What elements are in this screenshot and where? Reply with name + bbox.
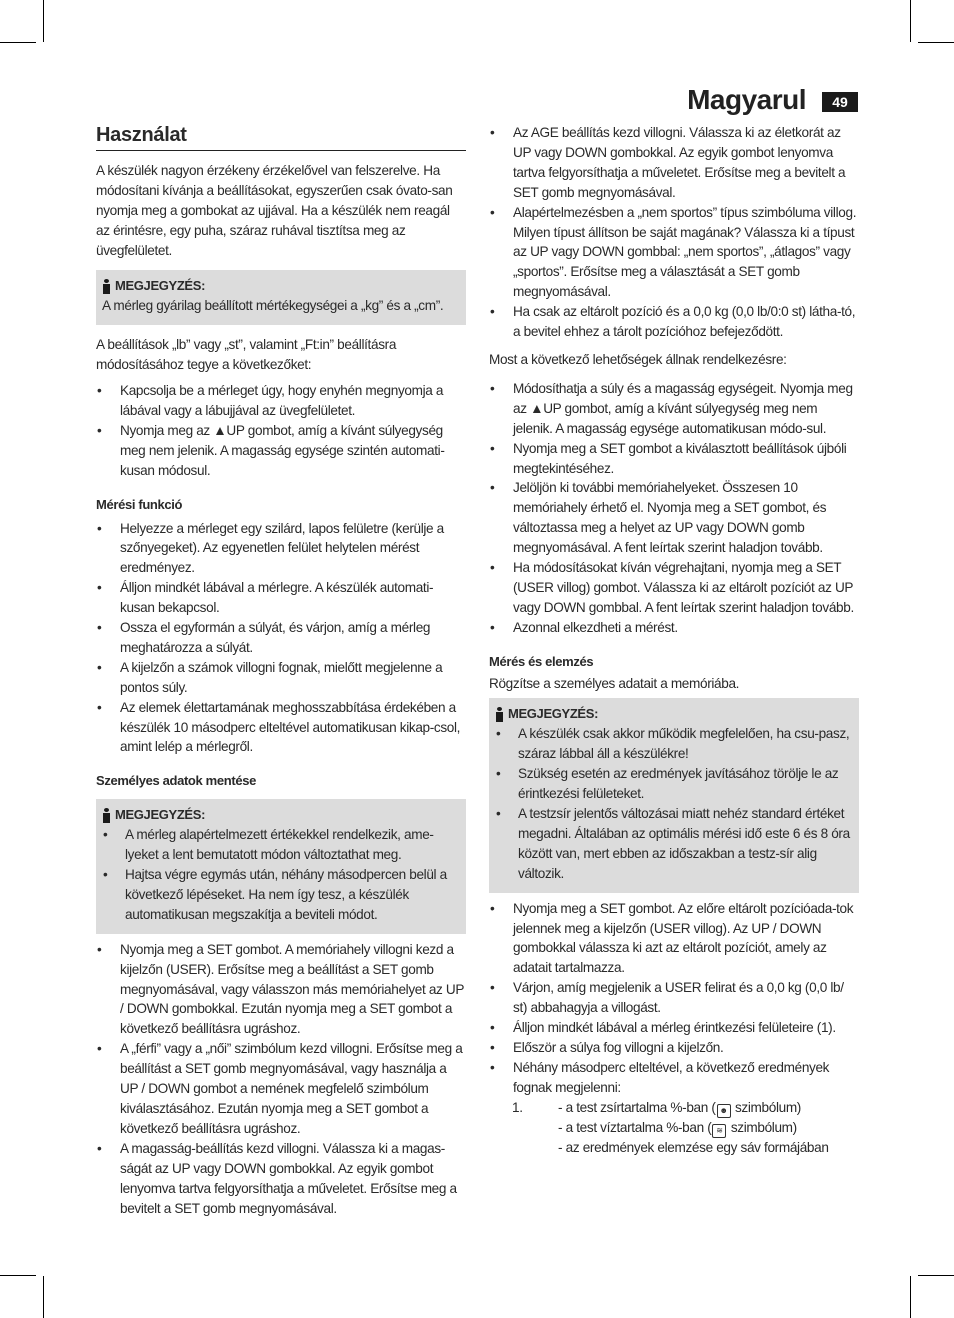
note-label: MEGJEGYZÉS: [508,706,599,722]
options-intro: Most a következő lehetőségek állnak rendelkezésre: [489,351,787,367]
list-item-text: Nyomja meg a SET gombot a kiválasztott beállítások újbóli megtekintéséhez. [513,440,847,476]
list-item: • Álljon mindkét lábával a mérleg érintkezési felületeire (1). [490,1020,836,1036]
page-number-badge: 49 [822,92,858,112]
page-language-title: Magyarul [687,84,806,115]
info-icon [495,707,504,722]
list-item-text: Jelöljön ki további memóriahelyeket. Összesen 10 memóriahely érhető el. Nyomja meg a SET gombot, és változtassa meg a helyet az UP vagy DOWN gomb megnyomásával. A fent leírtak szerint haladjon tovább. [513,480,827,556]
list-item: • Módosíthatja a súly és a magasság egységeit. Nyomja meg az ▲UP gombot, amíg a kívánt súlyegység meg nem jelenik. A magasság egysége automatikusan módo-sul. [490,380,853,436]
note-list [495,724,853,883]
analysis-intro: Rögzítse a személyes adatait a memóriába. [489,675,740,691]
note-heading [102,805,460,825]
note-text: A mérleg gyárilag beállított mértékegységei a „kg” és a „cm”. [102,298,444,314]
result-text: szimbólum) [731,1099,801,1115]
note-label: MEGJEGYZÉS: [115,278,206,294]
setup-list [489,123,859,342]
list-item: • Az AGE beállítás kezd villogni. Válassza ki az életkorát az UP vagy DOWN gombokkal. Az egyik gombot lenyomva tartva felgyorsíthatja a műveletet. Erősítse meg a bevitelt a SET gomb megnyomásával. [490,125,846,200]
note-heading [102,276,460,296]
list-item: • A „férfi” vagy a „női” szimbólum kezd villogni. Erősítse meg a beállítást a SET gomb megnyomásával, vagy használja a UP / DOWN gombot a nemének megfelelő szimbólum kiválasztásához. Ezután nyomja meg a SET gombot a következő beállításra ugráshoz. [97,1041,463,1136]
analysis-list [489,899,859,1098]
item-number: 1. [512,1099,523,1115]
numbered-item [512,1098,859,1158]
list-item-text: Alapértelmezésben a „nem sportos” típus szimbóluma villog. Milyen típust állítson be saját magának? Válassza ki a típust az UP vagy DOWN gombbal: „nem sportos”, „átlagos” vagy „sportos”. Erősítse meg a választását a SET gomb megnyomásával. [513,204,857,300]
list-item: • Álljon mindkét lábával a mérlegre. A készülék automati-kusan bekapcsol. [97,580,434,616]
list-item-text: Ossza el egyformán a súlyát, és várjon, amíg a mérleg meghatározza a súlyát. [120,620,431,655]
note-label: MEGJEGYZÉS: [115,807,206,823]
crop-mark [0,42,36,43]
units-list [96,381,466,481]
list-item-text: Az elemek élettartamának meghosszabbítása érdekében a készülék 10 másodperc elteltével automatikusan kikap-csol, amint lelép a mérlegről. [120,699,461,755]
note-box [96,799,466,933]
list-item-text: A magasság-beállítás kezd villogni. Válassza ki a magas-ságát az UP vagy DOWN gombokkal. Az egyik gombot lenyomva tartva felgyorsíthatja a műveletet. Erősítse meg a bevitelt a SET gomb megnyomásával. [120,1140,457,1216]
list-item-text: Álljon mindkét lábával a mérlegre. A készülék automati-kusan bekapcsol. [120,580,434,616]
list-item: • Nyomja meg a SET gombot a kiválasztott beállítások újbóli megtekintéséhez. [490,440,847,476]
result-line [558,1118,859,1138]
list-item: • A magasság-beállítás kezd villogni. Válassza ki a magas-ságát az UP vagy DOWN gombokkal. Az egyik gombot lenyomva tartva felgyorsíthatja a műveletet. Erősítse meg a bevitelt a SET gomb megnyomásával. [97,1140,457,1216]
note-heading [495,704,853,724]
body-water-icon: ≋ [712,1124,726,1138]
list-item: • Ossza el egyformán a súlyát, és várjon, amíg a mérleg meghatározza a súlyát. [97,620,431,655]
crop-mark [910,0,911,42]
list-item-text: Ha módosításokat kíván végrehajtani, nyomja meg a SET (USER villog) gombot. Válassza ki az eltárolt pozíciót az UP vagy DOWN gombbal. A fent leírtak szerint haladjon tovább. [513,560,854,615]
list-item: • Az elemek élettartamának meghosszabbítása érdekében a készülék 10 másodperc elteltével automatikusan kikap-csol, amint lelép a mérlegről. [97,699,461,755]
measure-list [96,519,466,758]
list-item: • A mérleg alapértelmezett értékekkel rendelkezik, ame-lyeket a lent bemutatott módon változtathat meg. [103,827,434,863]
personal-list [96,940,466,1219]
list-item: • Szükség esetén az eredmények javításához törölje le az érintkezési felületeket. [496,766,839,802]
list-item-text: A készülék csak akkor működik megfelelően, ha csu-pasz, száraz lábbal áll a készülékre! [518,726,850,762]
list-item: • Azonnal elkezdheti a mérést. [490,619,678,635]
note-box [489,698,859,892]
list-item-text: Helyezze a mérleget egy szilárd, lapos felületre (kerülje a szőnyegeket). Az egyenetlen felület helytelen mérést eredményez. [120,520,444,576]
list-item-text: A testzsír jelentős változásai miatt nehéz standard értéket megadni. Általában az optimális mérési idő este 6 és 8 óra között van, mert ebben az időszakban a testz-sír alig változik. [518,806,850,881]
results-block [512,1098,859,1158]
list-item-text: Azonnal elkezdheti a mérést. [513,619,678,635]
options-list [489,379,859,638]
list-item-text: A kijelzőn a számok villogni fognak, mielőtt megjelenne a pontos súly. [120,659,443,695]
list-item-text: Módosíthatja a súly és a magasság egységeit. Nyomja meg az ▲UP gombot, amíg a kívánt súlyegység meg nem jelenik. A magasság egysége automatikusan módo-sul. [513,380,853,436]
list-item: • A kijelzőn a számok villogni fognak, mielőtt megjelenne a pontos súly. [97,659,443,695]
list-item: • Alapértelmezésben a „nem sportos” típus szimbóluma villog. Milyen típust állítson be saját magának? Válassza ki a típust az UP vagy DOWN gombbal: „nem sportos”, „átlagos” vagy „sportos”. Erősítse meg a választását a SET gomb megnyomásával. [490,204,857,300]
crop-mark [918,42,954,43]
list-item: • Jelöljön ki további memóriahelyeket. Összesen 10 memóriahely érhető el. Nyomja meg a SET gombot, és változtassa meg a helyet az UP vagy DOWN gomb megnyomásával. A fent leírtak szerint haladjon tovább. [490,480,827,556]
list-item-text: Hajtsa végre egymás után, néhány másodpercen belül a következő lépéseket. Ha nem így tesz, a készülék automatikusan megszakítja a beviteli módot. [125,867,447,922]
note-box [96,270,466,325]
list-item: • Nyomja meg a SET gombot. Az előre eltárolt pozícióada-tok jelennek meg a kijelzőn (USER villog). Az UP / DOWN gombokkal válassza ki azt az eltárolt pozíciót, amely az adatait tartalmazza. [490,900,854,976]
list-item: • Várjon, amíg megjelenik a USER felirat és a 0,0 kg (0,0 lb/ st) abbahagyja a villogást. [490,980,844,1016]
list-item: • Nyomja meg az ▲UP gombot, amíg a kívánt súlyegység meg nem jelenik. A magasság egysége szintén automati-kusan módosul. [97,422,445,478]
list-item: • A testzsír jelentős változásai miatt nehéz standard értéket megadni. Általában az optimális mérési idő este 6 és 8 óra között van, mert ebben az időszakban a testz-sír alig változik. [496,806,850,881]
crop-mark [0,1275,36,1276]
list-item: • Ha csak az eltárolt pozíció és a 0,0 kg (0,0 lb/0:0 st) látha-tó, a bevitel ehhez a tárolt pozícióhoz befejeződött. [490,304,856,340]
list-item: • A készülék csak akkor működik megfelelően, ha csu-pasz, száraz lábbal áll a készülékre! [496,726,850,762]
result-line: - az eredmények elemzése egy sáv formájában [558,1139,829,1155]
list-item: • Néhány másodperc elteltével, a következő eredmények fognak megjelenni: [490,1059,830,1095]
section-title: Használat [96,123,466,151]
info-icon [102,279,111,294]
crop-mark [918,1275,954,1276]
info-icon [102,808,111,823]
list-item-text: A „férfi” vagy a „női” szimbólum kezd villogni. Erősítse meg a beállítást a SET gomb megnyomásával, vagy használja a UP / DOWN gombot a nemének megfelelő szimbólum kiválasztásához. Ezután nyomja meg a SET gombot a következő beállításra ugráshoz. [120,1041,463,1136]
subsection-title: Személyes adatok mentése [96,773,256,789]
list-item-text: Először a súlya fog villogni a kijelzőn. [513,1039,724,1055]
list-item: • Kapcsolja be a mérleget úgy, hogy enyhén megnyomja a lábával vagy a lábujjával az üvegfelületet. [97,383,444,418]
crop-mark [43,1276,44,1318]
list-item: • Nyomja meg a SET gombot. A memóriahely villogni kezd a kijelzőn (USER). Erősítse meg a beállítást a SET gomb megnyomásával, vagy válasszon más memóriahelyet az UP / DOWN gombokkal. Ezután nyomja meg a SET gombot a következő beállításra ugráshoz. [97,941,464,1037]
note-list [102,825,460,925]
list-item-text: Nyomja meg a SET gombot. A memóriahely villogni kezd a kijelzőn (USER). Erősítse meg a beállítást a SET gomb megnyomásával, vagy válasszon más memóriahelyet az UP / DOWN gombokkal. Ezután nyomja meg a SET gombot a következő beállításra ugráshoz. [120,941,464,1037]
list-item-text: Az AGE beállítás kezd villogni. Válassza ki az életkorát az UP vagy DOWN gombokkal. Az egyik gombot lenyomva tartva felgyorsíthatja a műveletet. Erősítse meg a bevitelt a SET gomb megnyomásával. [513,125,846,200]
result-line [558,1098,859,1118]
list-item: • Hajtsa végre egymás után, néhány másodpercen belül a következő lépéseket. Ha nem így tesz, a készülék automatikusan megszakítja a beviteli módot. [103,867,447,922]
subsection-title: Mérési funkció [96,496,183,512]
list-item-text: Nyomja meg az ▲UP gombot, amíg a kívánt súlyegység meg nem jelenik. A magasság egysége szintén automati-kusan módosul. [120,422,445,478]
list-item-text: Várjon, amíg megjelenik a USER felirat és a 0,0 kg (0,0 lb/ st) abbahagyja a villogást. [513,980,844,1016]
list-item-text: A mérleg alapértelmezett értékekkel rendelkezik, ame-lyeket a lent bemutatott módon változtathat meg. [125,827,434,863]
list-item-text: Álljon mindkét lábával a mérleg érintkezési felületeire (1). [513,1020,836,1036]
list-item-text: Kapcsolja be a mérleget úgy, hogy enyhén megnyomja a lábával vagy a lábujjával az üvegfelületet. [120,383,444,418]
list-item: • Először a súlya fog villogni a kijelzőn. [490,1039,724,1055]
list-item-text: Szükség esetén az eredmények javításához törölje le az érintkezési felületeket. [518,766,839,802]
crop-mark [910,1276,911,1318]
left-column [96,123,466,1218]
list-item: • Ha módosításokat kíván végrehajtani, nyomja meg a SET (USER villog) gombot. Válassza ki az eltárolt pozíciót az UP vagy DOWN gombbal. A fent leírtak szerint haladjon tovább. [490,560,854,615]
result-text: szimbólum) [727,1119,797,1135]
crop-mark [43,0,44,42]
list-item-text: Nyomja meg a SET gombot. Az előre eltárolt pozícióada-tok jelennek meg a kijelzőn (USER villog). Az UP / DOWN gombokkal válassza ki azt az eltárolt pozíciót, amely az adatait tartalmazza. [513,900,854,976]
list-item-text: Ha csak az eltárolt pozíció és a 0,0 kg (0,0 lb/0:0 st) látha-tó, a bevitel ehhez a tárolt pozícióhoz befejeződött. [513,304,856,340]
intro-paragraph: A készülék nagyon érzékeny érzékelővel van felszerelve. Ha módosítani kívánja a beállításokat, egyszerűen csak óvato-san nyomja meg a gombokat az ujjával. Ha a készülék nem reagál az érintésre, egy puha, száraz ruhával tisztítsa meg az üvegfelületet. [96,162,453,258]
list-item-text: Néhány másodperc elteltével, a következő eredmények fognak megjelenni: [513,1059,830,1095]
right-column [489,123,859,1158]
units-intro: A beállítások „lb” vagy „st”, valamint „Ft:in” beállításra módosításához tegye a következőket: [96,337,397,373]
result-text: - a test zsírtartalma %-ban ( [558,1099,716,1115]
list-item: • Helyezze a mérleget egy szilárd, lapos felületre (kerülje a szőnyegeket). Az egyenetlen felület helytelen mérést eredményez. [97,520,444,576]
result-text: - a test víztartalma %-ban ( [558,1119,712,1135]
body-fat-icon: ☻ [717,1104,731,1118]
subsection-title: Mérés és elemzés [489,653,594,669]
